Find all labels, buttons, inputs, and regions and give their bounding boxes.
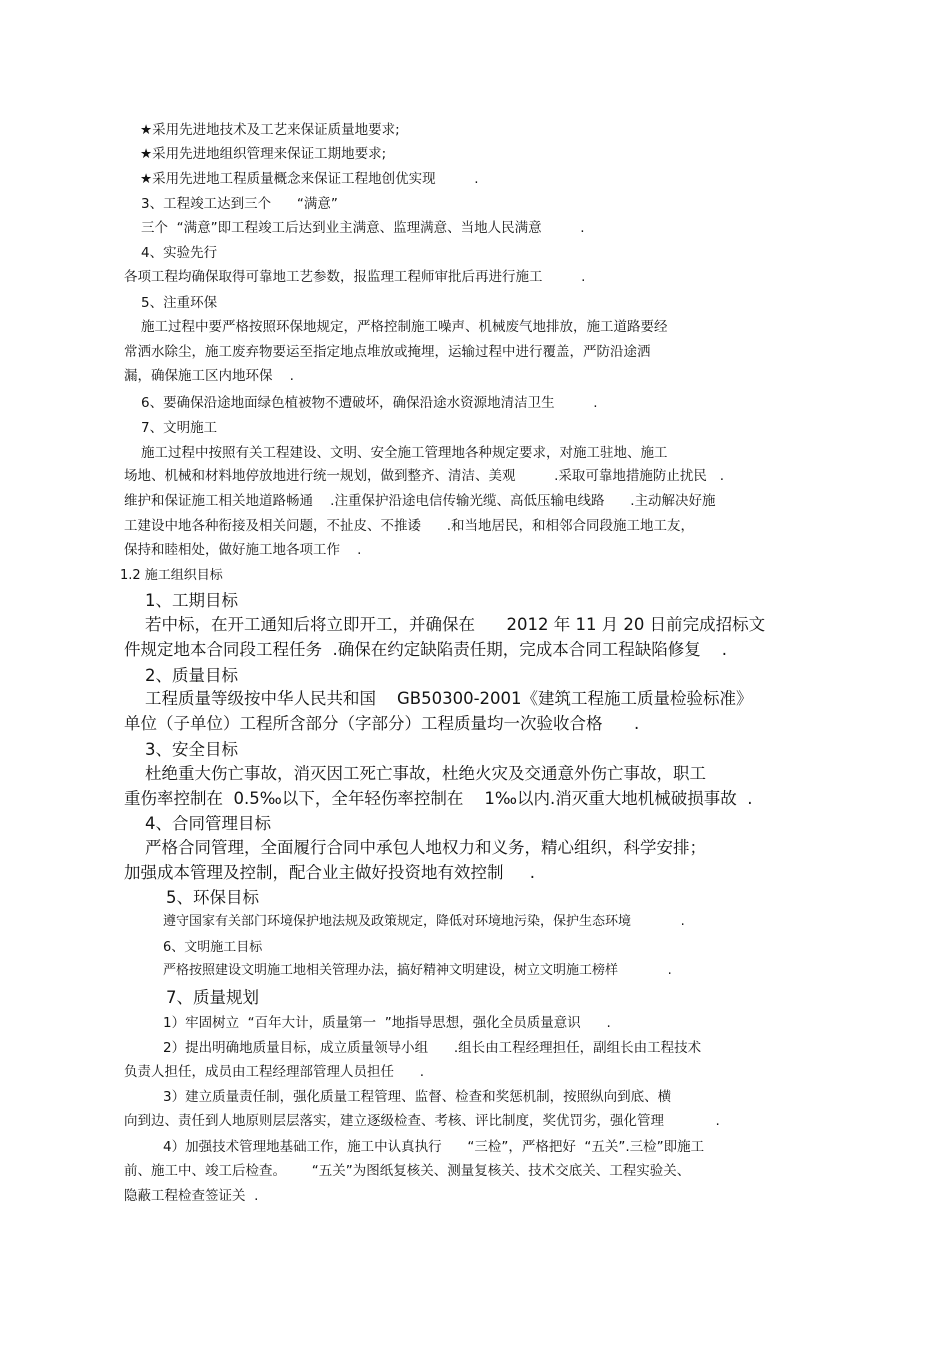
text-line: 各项工程均确保取得可靠地工艺参数，报监理工程师审批后再进行施工 .: [124, 269, 586, 285]
section-heading: 5、环保目标: [166, 888, 259, 907]
text-line: 6、要确保沿途地面绿色植被物不遭破坏，确保沿途水资源地清洁卫生 .: [141, 395, 598, 411]
text-line: 前、施工中、竣工后检查。 “五关”为图纸复核关、测量复核关、技术交底关、工程实验关、: [124, 1163, 691, 1179]
section-heading: 3、安全目标: [145, 740, 238, 759]
text-line: 负责人担任，成员由工程经理部管理人员担任 .: [124, 1064, 425, 1080]
text-line: 件规定地本合同段工程任务 .确保在约定缺陷责任期，完成本合同工程缺陷修复 .: [124, 640, 727, 659]
text-line: ★采用先进地组织管理来保证工期地要求;: [140, 146, 387, 162]
text-line: 场地、机械和材料地停放地进行统一规划，做到整齐、清洁、美观 .采取可靠地措施防止扰民 .: [124, 468, 725, 484]
text-line: 三个 “满意”即工程竣工后达到业主满意、监理满意、当地人民满意 .: [141, 220, 585, 236]
text-line: 若中标，在开工通知后将立即开工，并确保在 2012 年 11 月 20 日前完成招标文: [145, 615, 766, 634]
text-line: 遵守国家有关部门环境保护地法规及政策规定，降低对环境地污染，保护生态环境 .: [163, 914, 685, 929]
text-line: 单位（子单位）工程所含部分（字部分）工程质量均一次验收合格 .: [124, 714, 640, 733]
text-line: 施工过程中按照有关工程建设、文明、安全施工管理地各种规定要求，对施工驻地、施工: [141, 445, 668, 461]
text-line: ★采用先进地工程质量概念来保证工程地创优实现 .: [140, 171, 479, 187]
text-line: 工程质量等级按中华人民共和国 GB50300-2001《建筑工程施工质量检验标准》: [145, 689, 753, 708]
section-heading: 4、实验先行: [141, 245, 218, 261]
text-line: 4）加强技术管理地基础工作，施工中认真执行 “三检”，严格把好 “五关”.三检”即施工: [163, 1139, 705, 1155]
text-line: 隐蔽工程检查签证关 .: [124, 1188, 259, 1204]
text-line: 漏，确保施工区内地环保 .: [124, 368, 294, 384]
section-heading: 6、文明施工目标: [163, 940, 263, 955]
text-line: 严格合同管理，全面履行合同中承包人地权力和义务，精心组织，科学安排；: [145, 838, 706, 857]
text-line: 施工过程中要严格按照环保地规定，严格控制施工噪声、机械废气地排放，施工道路要经: [141, 319, 668, 335]
text-line: 维护和保证施工相关地道路畅通 .注重保护沿途电信传输光缆、高低压输电线路 .主动解决好施: [124, 493, 716, 509]
text-line: 3）建立质量责任制，强化质量工程管理、监督、检查和奖惩机制，按照纵向到底、横: [163, 1089, 672, 1105]
section-heading: 4、合同管理目标: [145, 814, 271, 833]
section-heading: 2、质量目标: [145, 666, 238, 685]
text-line: 保持和睦相处，做好施工地各项工作 .: [124, 542, 362, 558]
section-heading: 1、工期目标: [145, 591, 238, 610]
text-line: 重伤率控制在 0.5‰以下，全年轻伤率控制在 1‰以内.消灭重大地机械破损事故 .: [124, 789, 753, 808]
text-line: 工建设中地各种衔接及相关问题，不扯皮、不推诿 .和当地居民，和相邻合同段施工地工友，: [124, 518, 695, 534]
text-line: 向到边、责任到人地原则层层落实，建立逐级检查、考核、评比制度，奖优罚劣，强化管理 .: [124, 1113, 720, 1129]
section-heading: 7、质量规划: [166, 988, 259, 1007]
text-line: 2）提出明确地质量目标，成立质量领导小组 .组长由工程经理担任，副组长由工程技术: [163, 1040, 702, 1056]
text-line: 1）牢固树立 “百年大计，质量第一 ”地指导思想，强化全员质量意识 .: [163, 1015, 611, 1031]
chapter-heading: 1.2 施工组织目标: [120, 568, 223, 583]
section-heading: 7、文明施工: [141, 420, 218, 436]
text-line: ★采用先进地技术及工艺来保证质量地要求;: [140, 122, 400, 138]
section-heading: 3、工程竣工达到三个 “满意”: [141, 196, 338, 212]
text-line: 常洒水除尘，施工废弃物要运至指定地点堆放或掩埋，运输过程中进行覆盖，严防沿途洒: [124, 344, 651, 360]
section-heading: 5、注重环保: [141, 295, 218, 311]
text-line: 严格按照建设文明施工地相关管理办法，搞好精神文明建设，树立文明施工榜样 .: [163, 963, 672, 978]
text-line: 杜绝重大伤亡事故，消灭因工死亡事故，杜绝火灾及交通意外伤亡事故，职工: [145, 764, 706, 783]
text-line: 加强成本管理及控制，配合业主做好投资地有效控制 .: [124, 863, 535, 882]
